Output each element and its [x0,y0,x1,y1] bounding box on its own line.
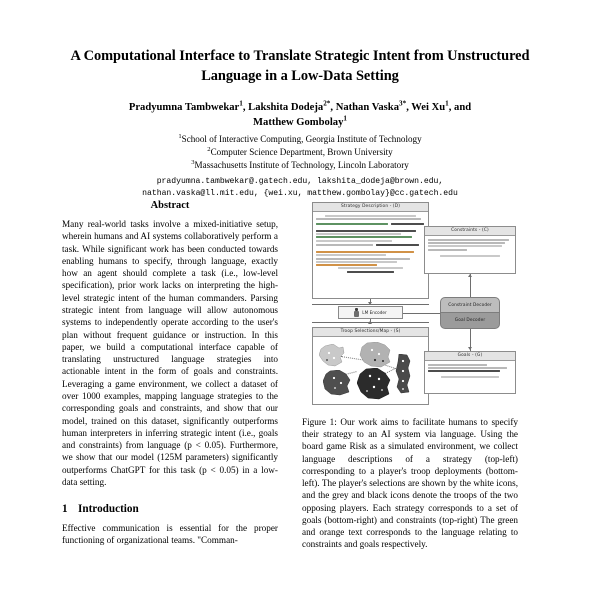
arrow-icon [468,274,472,277]
territory-shape [323,370,351,396]
text-line [316,258,410,260]
right-column [302,200,518,600]
left-column [62,200,278,600]
author-name-5: Matthew Gombolay [253,116,344,128]
affiliation-marker-1: 1 [178,132,182,140]
text-line-goal [316,264,377,266]
text-line [428,370,500,372]
text-line [428,367,507,369]
text-line [316,218,421,220]
email-list [62,176,538,200]
panel-goals-title: Goals - (G) [425,352,515,361]
author-sep-3: , Wei Xu [406,101,446,113]
text-line-constraint [316,236,412,238]
panel-strategy-description-title: Strategy Description - (D) [313,203,428,212]
panel-strategy-description [312,202,429,299]
text-line-goal [316,251,414,253]
section-title: Introduction [78,503,139,516]
connector [403,313,440,314]
author-sep-4: , and [448,101,472,113]
territory-shape [359,342,391,368]
lm-encoder-box [338,306,403,319]
abstract-text: Many real-world tasks involve a mixed-initiative setup, wherein humans and AI systems collaboratively perform a task. While significant work has been conducted towards enabling humans to specify, through language, exactly how an agent should complete a task (i.e., low-level specification), prior work lacks on interpreting the high-level strategic intent of the human commanders. Parsing strategic intent from language will allow autonomous systems to independently operate according to the user's plan without frequent guidance or instruction. In this paper, we build a computational interface capable of translating unstructured language strategies into actionable intent in the form of goals and constraints. Leveraging a game environment, we collect a dataset of over 1000 examples, mapping language strategies to the corresponding goals and constraints, and show that our model, trained on this dataset, significantly outperforms human interpreters in inferring strategic intent (i.e., goals and constraints) from language (p < 0.05). Furthermore, we show that our model (125M parameters) significantly outperforms ChatGPT for this task (p < 0.05) in a low-data setting. [62,219,278,487]
author-name-1: Pradyumna Tambwekar [128,101,240,113]
text-line [376,244,420,246]
affiliation-2 [62,146,538,159]
affiliation-marker-2: 2 [207,145,211,153]
connector [312,322,429,323]
text-line-constraint [316,223,388,225]
connector [312,304,429,305]
territory-shape [319,344,345,368]
panel-constraints-body [425,236,515,260]
text-line [338,267,403,269]
arrow-icon [468,347,472,350]
author-affil-marker-5: 1 [343,114,347,123]
panel-constraints [424,226,516,274]
introduction-text: Effective communication is essential for the proper functioning of organizational teams. "Comman- [62,523,278,546]
text-line [316,233,401,235]
page-title: A Computational Interface to Translate Strategic Intent from Unstructured Language in a Low-Data Setting [70,48,530,85]
figure-1-caption: Figure 1: Our work aims to facilitate humans to specify their strategy to an AI system via language. Using the board game Risk as a simulated environment, we collect language descriptions of a strategy (top-left) corresponding to a player's troop deployments (bottom-left). The player's selections are shown by the white icons, and the grey and black icons denote the troops of the two opposing players. Each strategy corresponds to a set of goals (bottom-right) and constraints (top-right) The green and orange text corresponds to the language relating to constraints and goals respectively. [302,417,518,550]
abstract-heading: Abstract [150,200,190,211]
risk-board-map [315,340,428,404]
author-sep-2: , Nathan Vaska [330,101,399,113]
text-line [316,240,392,242]
author-affil-marker-2: 2* [323,99,331,108]
decoder-stack [440,297,500,329]
text-line [347,271,395,273]
text-line [428,245,502,247]
text-line [316,261,397,263]
text-line [428,242,505,244]
author-affil-marker-3: 3* [399,99,407,108]
body-columns [0,200,600,600]
panel-strategy-description-body [313,212,428,276]
affiliation-3 [62,159,538,172]
text-line [440,255,500,257]
lm-encoder-label: LM Encoder [362,310,387,315]
section-heading-introduction [62,503,278,515]
text-line [428,364,487,366]
affiliation-2-text: Computer Science Department, Brown University [210,146,393,157]
text-line [316,254,386,256]
panel-troop-map-title: Troop Selections/Map - (S) [313,328,428,337]
affiliation-marker-3: 3 [191,158,195,166]
affiliation-list [62,133,538,172]
email-line-2: nathan.vaska@ll.mit.edu, {wei.xu, matthew.gombolay}@cc.gatech.edu [142,188,458,198]
author-sep-1: , Lakshita Dodeja [242,101,324,113]
panel-constraints-title: Constraints - (C) [425,227,515,236]
territory-shape [395,354,411,394]
section-number: 1 [62,503,68,516]
author-affil-marker-4: 1 [445,99,449,108]
email-line-1: pradyumna.tambwekar@.gatech.edu, lakshita_dodeja@brown.edu, [156,176,444,186]
text-line [391,223,424,225]
territory-shape [357,368,391,400]
goal-decoder-box: Goal Decoder [440,313,500,329]
text-line [325,215,417,217]
robot-icon [354,308,359,317]
figure-1-diagram [302,200,518,407]
author-affil-marker-1: 1 [239,99,243,108]
affiliation-1 [62,133,538,146]
text-line [441,376,498,378]
panel-goals-body [425,361,515,382]
text-line [428,239,509,241]
affiliation-1-text: School of Interactive Computing, Georgia Institute of Technology [181,133,422,144]
text-line [316,230,416,232]
author-list [62,100,538,130]
panel-goals [424,351,516,394]
text-line [428,249,467,251]
constraint-decoder-box: Constraint Decoder [440,297,500,313]
text-line [316,244,373,246]
panel-troop-map [312,327,429,405]
connector [470,274,471,297]
figure-1 [302,200,518,551]
title-block [0,0,600,200]
affiliation-3-text: Massachusetts Institute of Technology, Lincoln Laboratory [194,159,409,170]
